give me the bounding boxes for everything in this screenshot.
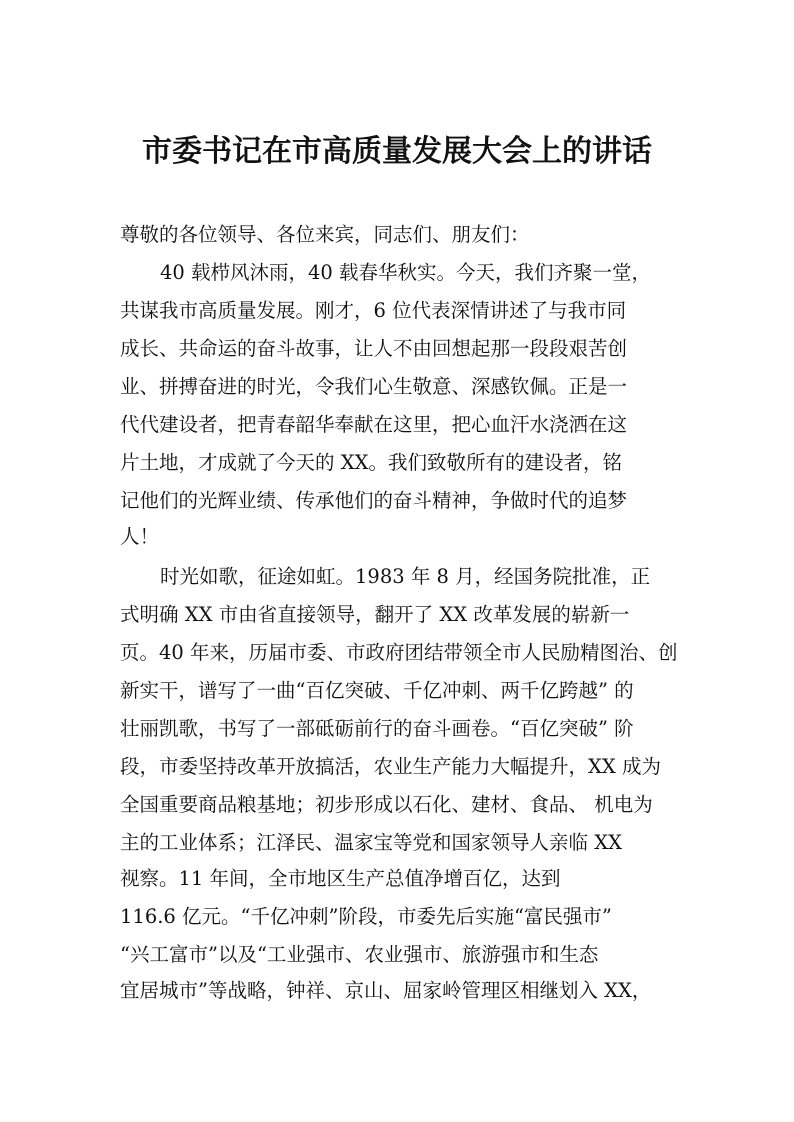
body-line: 主的工业体系；江泽民、温家宝等党和国家领导人亲临 XX [120,831,622,854]
body-line: 新实干，谱写了一曲“百亿突破、千亿冲刺、两千亿跨越” 的 [120,679,634,702]
salutation-line: 尊敬的各位领导、各位来宾，同志们、朋友们： [120,223,530,246]
body-line: 共谋我市高质量发展。刚才，6 位代表深情讲述了与我市同 [120,299,627,322]
body-line: 段，市委坚持改革开放搞活，农业生产能力大幅提升，XX 成为 [120,755,661,778]
body-line: 成长、共命运的奋斗故事，让人不由回想起那一段段艰苦创 [120,337,628,360]
body-line: 116.6 亿元。“千亿冲刺”阶段，市委先后实施“富民强市” [120,905,612,928]
body-line: 全国重要商品粮基地；初步形成以石化、建材、食品、 机电为 [120,793,653,816]
body-line: 记他们的光辉业绩、传承他们的奋斗精神，争做时代的追梦 [120,489,628,512]
body-line: 片土地，才成就了今天的 XX。我们致敬所有的建设者，铭 [120,451,622,474]
body-line: 宜居城市”等战略，钟祥、京山、屈家岭管理区相继划入 XX， [120,979,652,1002]
body-line: 式明确 XX 市由省直接领导，翻开了 XX 改革发展的崭新一 [120,603,630,626]
document-title: 市委书记在市高质量发展大会上的讲话 [142,134,652,169]
body-line: 页。40 年来，历届市委、市政府团结带领全市人民励精图治、创 [120,641,678,664]
body-line: 时光如歌，征途如虹。1983 年 8 月，经国务院批准，正 [160,565,651,588]
body-line: 代代建设者，把青春韶华奉献在这里，把心血汗水浇洒在这 [120,413,628,436]
body-line: “兴工富市”以及“工业强市、农业强市、旅游强市和生态 [120,943,599,966]
body-line: 视察。11 年间，全市地区生产总值净增百亿，达到 [120,867,561,890]
body-line: 壮丽凯歌，书写了一部砥砺前行的奋斗画卷。“百亿突破” 阶 [120,717,634,740]
body-line: 40 载栉风沐雨，40 载春华秋实。今天，我们齐聚一堂， [160,261,652,284]
body-line: 人！ [120,525,160,548]
body-line: 业、拼搏奋进的时光，令我们心生敬意、深感钦佩。正是一 [120,375,628,398]
